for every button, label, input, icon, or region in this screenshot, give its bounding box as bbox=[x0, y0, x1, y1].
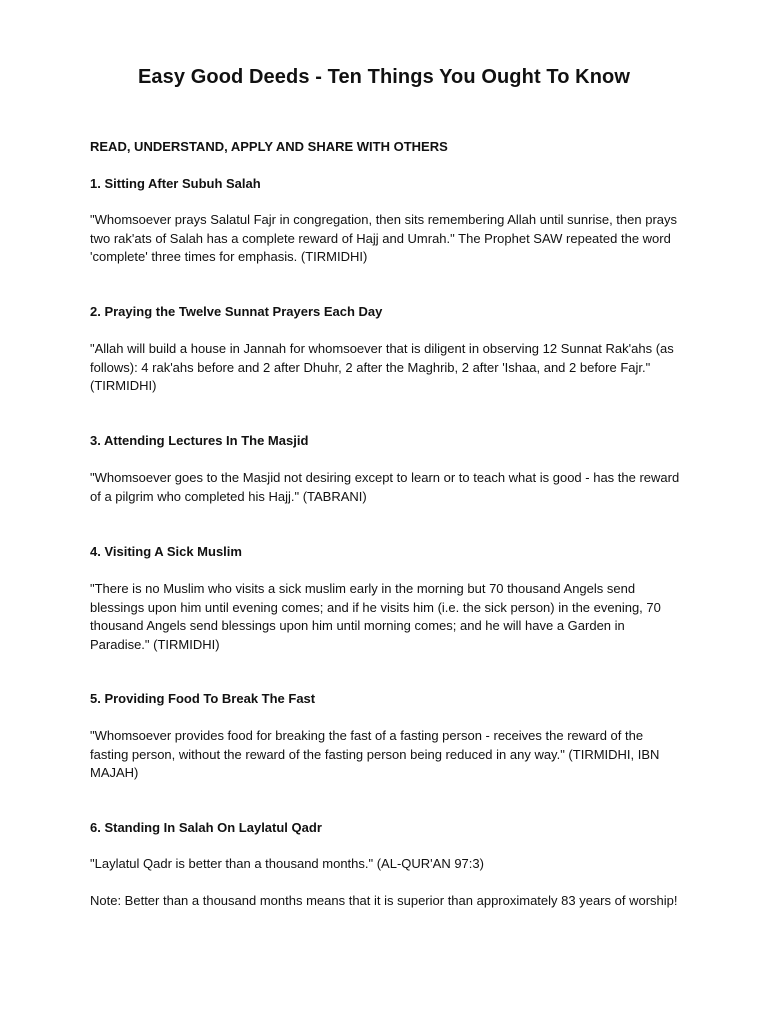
section-3-heading: 3. Attending Lectures In The Masjid bbox=[90, 433, 309, 448]
section-2-paragraph: "Allah will build a house in Jannah for whomsoever that is diligent in observing 12 Sunnat Rak'ahs (as follows): 4 rak'ahs before and 2 after Dhuhr, 2 after the Maghrib, 2 after 'Ishaa, and 2 before Fajr." (TIRMIDHI) bbox=[90, 341, 674, 394]
section-1-paragraph: "Whomsoever prays Salatul Fajr in congregation, then sits remembering Allah until sunrise, then prays two rak'ats of Salah has a complete reward of Hajj and Umrah." The Prophet SAW repeated the word 'complete' three times for emphasis. (TIRMIDHI) bbox=[90, 212, 678, 265]
section-5-heading: 5. Providing Food To Break The Fast bbox=[90, 691, 316, 706]
section-2-heading: 2. Praying the Twelve Sunnat Prayers Each Day bbox=[90, 304, 383, 319]
section-6-quote: "Laylatul Qadr is better than a thousand months." (AL-QUR'AN 97:3) bbox=[90, 856, 484, 871]
section-3-paragraph: "Whomsoever goes to the Masjid not desiring except to learn or to teach what is good - has the reward of a pilgrim who completed his Hajj." (TABRANI) bbox=[90, 470, 680, 504]
section-6-note: Note: Better than a thousand months means that it is superior than approximately 83 years of worship! bbox=[90, 893, 678, 908]
section-6-heading: 6. Standing In Salah On Laylatul Qadr bbox=[90, 820, 322, 835]
section-4-heading: 4. Visiting A Sick Muslim bbox=[90, 544, 242, 559]
section-5-paragraph: "Whomsoever provides food for breaking the fast of a fasting person - receives the reward of the fasting person, without the reward of the fasting person being reduced in any way." (TIRMIDHI, IBN MAJAH) bbox=[90, 728, 660, 781]
section-1-heading: 1. Sitting After Subuh Salah bbox=[90, 176, 261, 191]
document-title: Easy Good Deeds - Ten Things You Ought To Know bbox=[137, 66, 630, 88]
intro-line: READ, UNDERSTAND, APPLY AND SHARE WITH OTHERS bbox=[90, 139, 448, 154]
section-4-paragraph: "There is no Muslim who visits a sick muslim early in the morning but 70 thousand Angels send blessings upon him until evening comes; and if he visits him (i.e. the sick person) in the evening, 70 thousand Angels send blessings upon him until morning comes; and he will have a Garden in Paradise." (TIRMIDHI) bbox=[90, 581, 661, 652]
